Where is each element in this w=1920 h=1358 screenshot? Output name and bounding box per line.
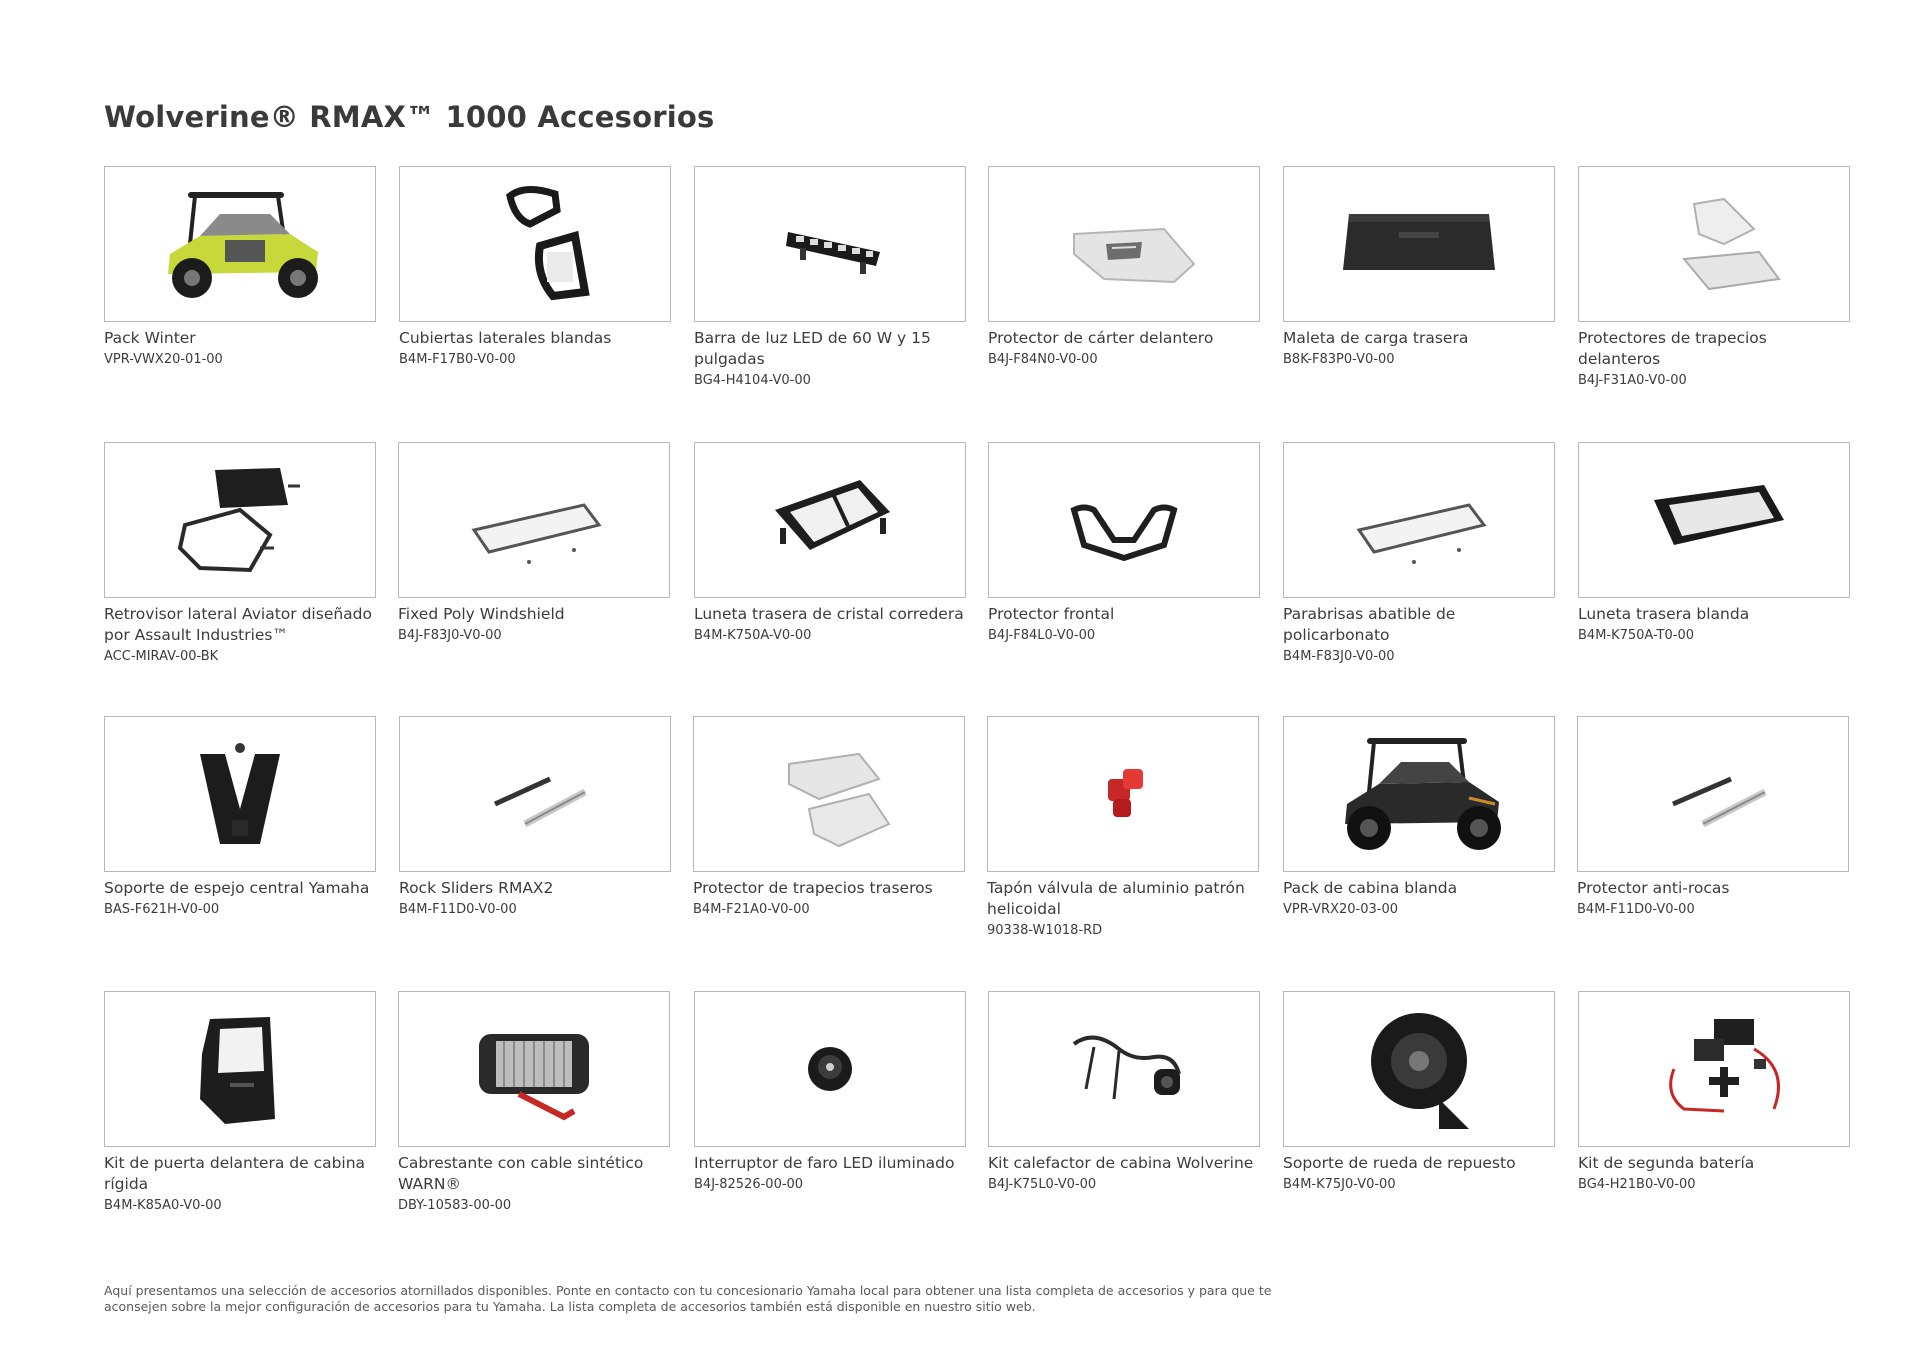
product-thumbnail[interactable]: [398, 991, 670, 1147]
winch-icon: [434, 999, 634, 1139]
product-code: VPR-VWX20-01-00: [104, 352, 223, 367]
product-thumbnail[interactable]: [398, 442, 670, 598]
product-thumbnail[interactable]: [693, 716, 965, 872]
page-title: Wolverine® RMAX™ 1000 Accesorios: [104, 100, 715, 134]
product-code: VPR-VRX20-03-00: [1283, 902, 1399, 917]
product-code: B4M-F11D0-V0-00: [1577, 902, 1695, 917]
accessory-card[interactable]: [104, 442, 376, 666]
product-name: Rock Sliders RMAX2: [399, 879, 554, 897]
product-code: B4J-F84N0-V0-00: [988, 352, 1098, 367]
led-light-bar-icon: [730, 174, 930, 314]
accessory-card[interactable]: [104, 166, 376, 369]
rear-a-arm-guard-icon: [729, 724, 929, 864]
product-thumbnail[interactable]: [1578, 991, 1850, 1147]
skid-plate-icon: [1024, 174, 1224, 314]
accessory-card[interactable]: [988, 166, 1260, 369]
product-name: Pack de cabina blanda: [1283, 879, 1458, 897]
product-thumbnail[interactable]: [694, 991, 966, 1147]
product-code: B4M-K750A-V0-00: [694, 628, 812, 643]
accessory-card[interactable]: [694, 991, 966, 1194]
product-thumbnail[interactable]: [1283, 442, 1555, 598]
product-name: Soporte de rueda de repuesto: [1283, 1154, 1516, 1172]
accessory-card[interactable]: [1283, 166, 1555, 369]
product-name: Fixed Poly Windshield: [398, 605, 565, 623]
product-name: Protector de cárter delantero: [988, 329, 1214, 347]
product-name: Protector anti-rocas: [1577, 879, 1730, 897]
accessory-card[interactable]: [1578, 442, 1850, 645]
product-thumbnail[interactable]: [104, 166, 376, 322]
front-guard-icon: [1024, 450, 1224, 590]
soft-rear-window-icon: [1614, 450, 1814, 590]
mirror-mount-icon: [140, 724, 340, 864]
product-name: Cabrestante con cable sintético WARN®: [398, 1154, 644, 1193]
product-code: B4M-K750A-T0-00: [1578, 628, 1694, 643]
accessory-card[interactable]: [1283, 991, 1555, 1194]
accessory-card[interactable]: [398, 442, 670, 645]
windshield-icon: [434, 450, 634, 590]
product-thumbnail[interactable]: [1578, 166, 1850, 322]
spare-tire-icon: [1319, 999, 1519, 1139]
product-code: B4M-F17B0-V0-00: [399, 352, 516, 367]
product-code: B8K-F83P0-V0-00: [1283, 352, 1395, 367]
sliding-rear-window-icon: [730, 450, 930, 590]
accessory-card[interactable]: [104, 991, 376, 1215]
product-name: Luneta trasera de cristal corredera: [694, 605, 964, 623]
product-name: Retrovisor lateral Aviator diseñado por Assault Industries™: [104, 605, 372, 644]
accessory-card[interactable]: [694, 166, 966, 390]
product-thumbnail[interactable]: [1578, 442, 1850, 598]
accessory-card[interactable]: [399, 166, 671, 369]
product-name: Soporte de espejo central Yamaha: [104, 879, 370, 897]
product-code: DBY-10583-00-00: [398, 1198, 512, 1213]
product-name: Tapón válvula de aluminio patrón helicoidal: [987, 879, 1245, 918]
product-name: Luneta trasera blanda: [1578, 605, 1750, 623]
accessory-card[interactable]: [1577, 716, 1849, 919]
product-code: B4J-82526-00-00: [694, 1177, 804, 1192]
product-code: B4M-F11D0-V0-00: [399, 902, 517, 917]
utv-dark-icon: [1319, 724, 1519, 864]
product-code: BAS-F621H-V0-00: [104, 902, 220, 917]
product-thumbnail[interactable]: [104, 991, 376, 1147]
accessory-card[interactable]: [988, 991, 1260, 1194]
product-thumbnail[interactable]: [1283, 166, 1555, 322]
product-name: Kit de segunda batería: [1578, 1154, 1755, 1172]
battery-kit-icon: [1614, 999, 1814, 1139]
product-code: BG4-H4104-V0-00: [694, 373, 811, 388]
product-thumbnail[interactable]: [694, 166, 966, 322]
accessory-card[interactable]: [1578, 991, 1850, 1194]
product-thumbnail[interactable]: [104, 442, 376, 598]
product-thumbnail[interactable]: [104, 716, 376, 872]
product-thumbnail[interactable]: [988, 991, 1260, 1147]
product-thumbnail[interactable]: [1283, 716, 1555, 872]
product-name: Protector frontal: [988, 605, 1115, 623]
product-name: Protector de trapecios traseros: [693, 879, 933, 897]
accessory-card[interactable]: [693, 716, 965, 919]
product-thumbnail[interactable]: [987, 716, 1259, 872]
product-thumbnail[interactable]: [1283, 991, 1555, 1147]
product-code: B4J-F83J0-V0-00: [398, 628, 502, 643]
rock-sliders-icon: [435, 724, 635, 864]
product-thumbnail[interactable]: [694, 442, 966, 598]
accessory-card[interactable]: [1578, 166, 1850, 390]
product-name: Cubiertas laterales blandas: [399, 329, 612, 347]
accessory-card[interactable]: [987, 716, 1259, 940]
side-mirror-icon: [140, 450, 340, 590]
accessory-card[interactable]: [1283, 716, 1555, 919]
product-code: ACC-MIRAV-00-BK: [104, 649, 219, 664]
product-name: Barra de luz LED de 60 W y 15 pulgadas: [694, 329, 931, 368]
accessory-card[interactable]: [399, 716, 671, 919]
product-code: BG4-H21B0-V0-00: [1578, 1177, 1696, 1192]
product-code: B4J-K75L0-V0-00: [988, 1177, 1097, 1192]
accessory-card[interactable]: [694, 442, 966, 645]
flip-windshield-icon: [1319, 450, 1519, 590]
accessory-grid: [104, 166, 1854, 1266]
product-code: B4M-F83J0-V0-00: [1283, 649, 1395, 664]
product-name: Kit calefactor de cabina Wolverine: [988, 1154, 1254, 1172]
rock-guard-icon: [1613, 724, 1813, 864]
product-code: 90338-W1018-RD: [987, 923, 1103, 938]
cab-door-icon: [140, 999, 340, 1139]
product-name: Interruptor de faro LED iluminado: [694, 1154, 955, 1172]
accessory-card[interactable]: [398, 991, 670, 1215]
a-arm-guards-icon: [1614, 174, 1814, 314]
accessory-card[interactable]: [1283, 442, 1555, 666]
cab-heater-icon: [1024, 999, 1224, 1139]
utv-vehicle-icon: [140, 174, 340, 314]
accessory-card[interactable]: [104, 716, 376, 919]
product-thumbnail[interactable]: [988, 442, 1260, 598]
product-name: Protectores de trapecios delanteros: [1578, 329, 1767, 368]
product-thumbnail[interactable]: [399, 166, 671, 322]
product-code: B4M-F21A0-V0-00: [693, 902, 810, 917]
product-name: Parabrisas abatible de policarbonato: [1283, 605, 1456, 644]
led-switch-icon: [730, 999, 930, 1139]
soft-side-covers-icon: [435, 174, 635, 314]
product-code: B4J-F31A0-V0-00: [1578, 373, 1687, 388]
accessory-card[interactable]: [988, 442, 1260, 645]
valve-caps-icon: [1023, 724, 1223, 864]
product-thumbnail[interactable]: [988, 166, 1260, 322]
cargo-box-icon: [1319, 174, 1519, 314]
product-thumbnail[interactable]: [1577, 716, 1849, 872]
product-name: Pack Winter: [104, 329, 196, 347]
product-name: Maleta de carga trasera: [1283, 329, 1469, 347]
product-code: B4M-K75J0-V0-00: [1283, 1177, 1396, 1192]
product-code: B4J-F84L0-V0-00: [988, 628, 1096, 643]
footnote: Aquí presentamos una selección de accesorios atornillados disponibles. Ponte en contacto con tu concesionario Yamaha local para obtener una lista completa de accesorios y para que te aconsejen sobre la mejor configuración de accesorios para tu Yamaha. La lista completa de accesorios también está disponible en nuestro sitio web.: [104, 1283, 1272, 1314]
product-code: B4M-K85A0-V0-00: [104, 1198, 222, 1213]
product-thumbnail[interactable]: [399, 716, 671, 872]
product-name: Kit de puerta delantera de cabina rígida: [104, 1154, 366, 1193]
